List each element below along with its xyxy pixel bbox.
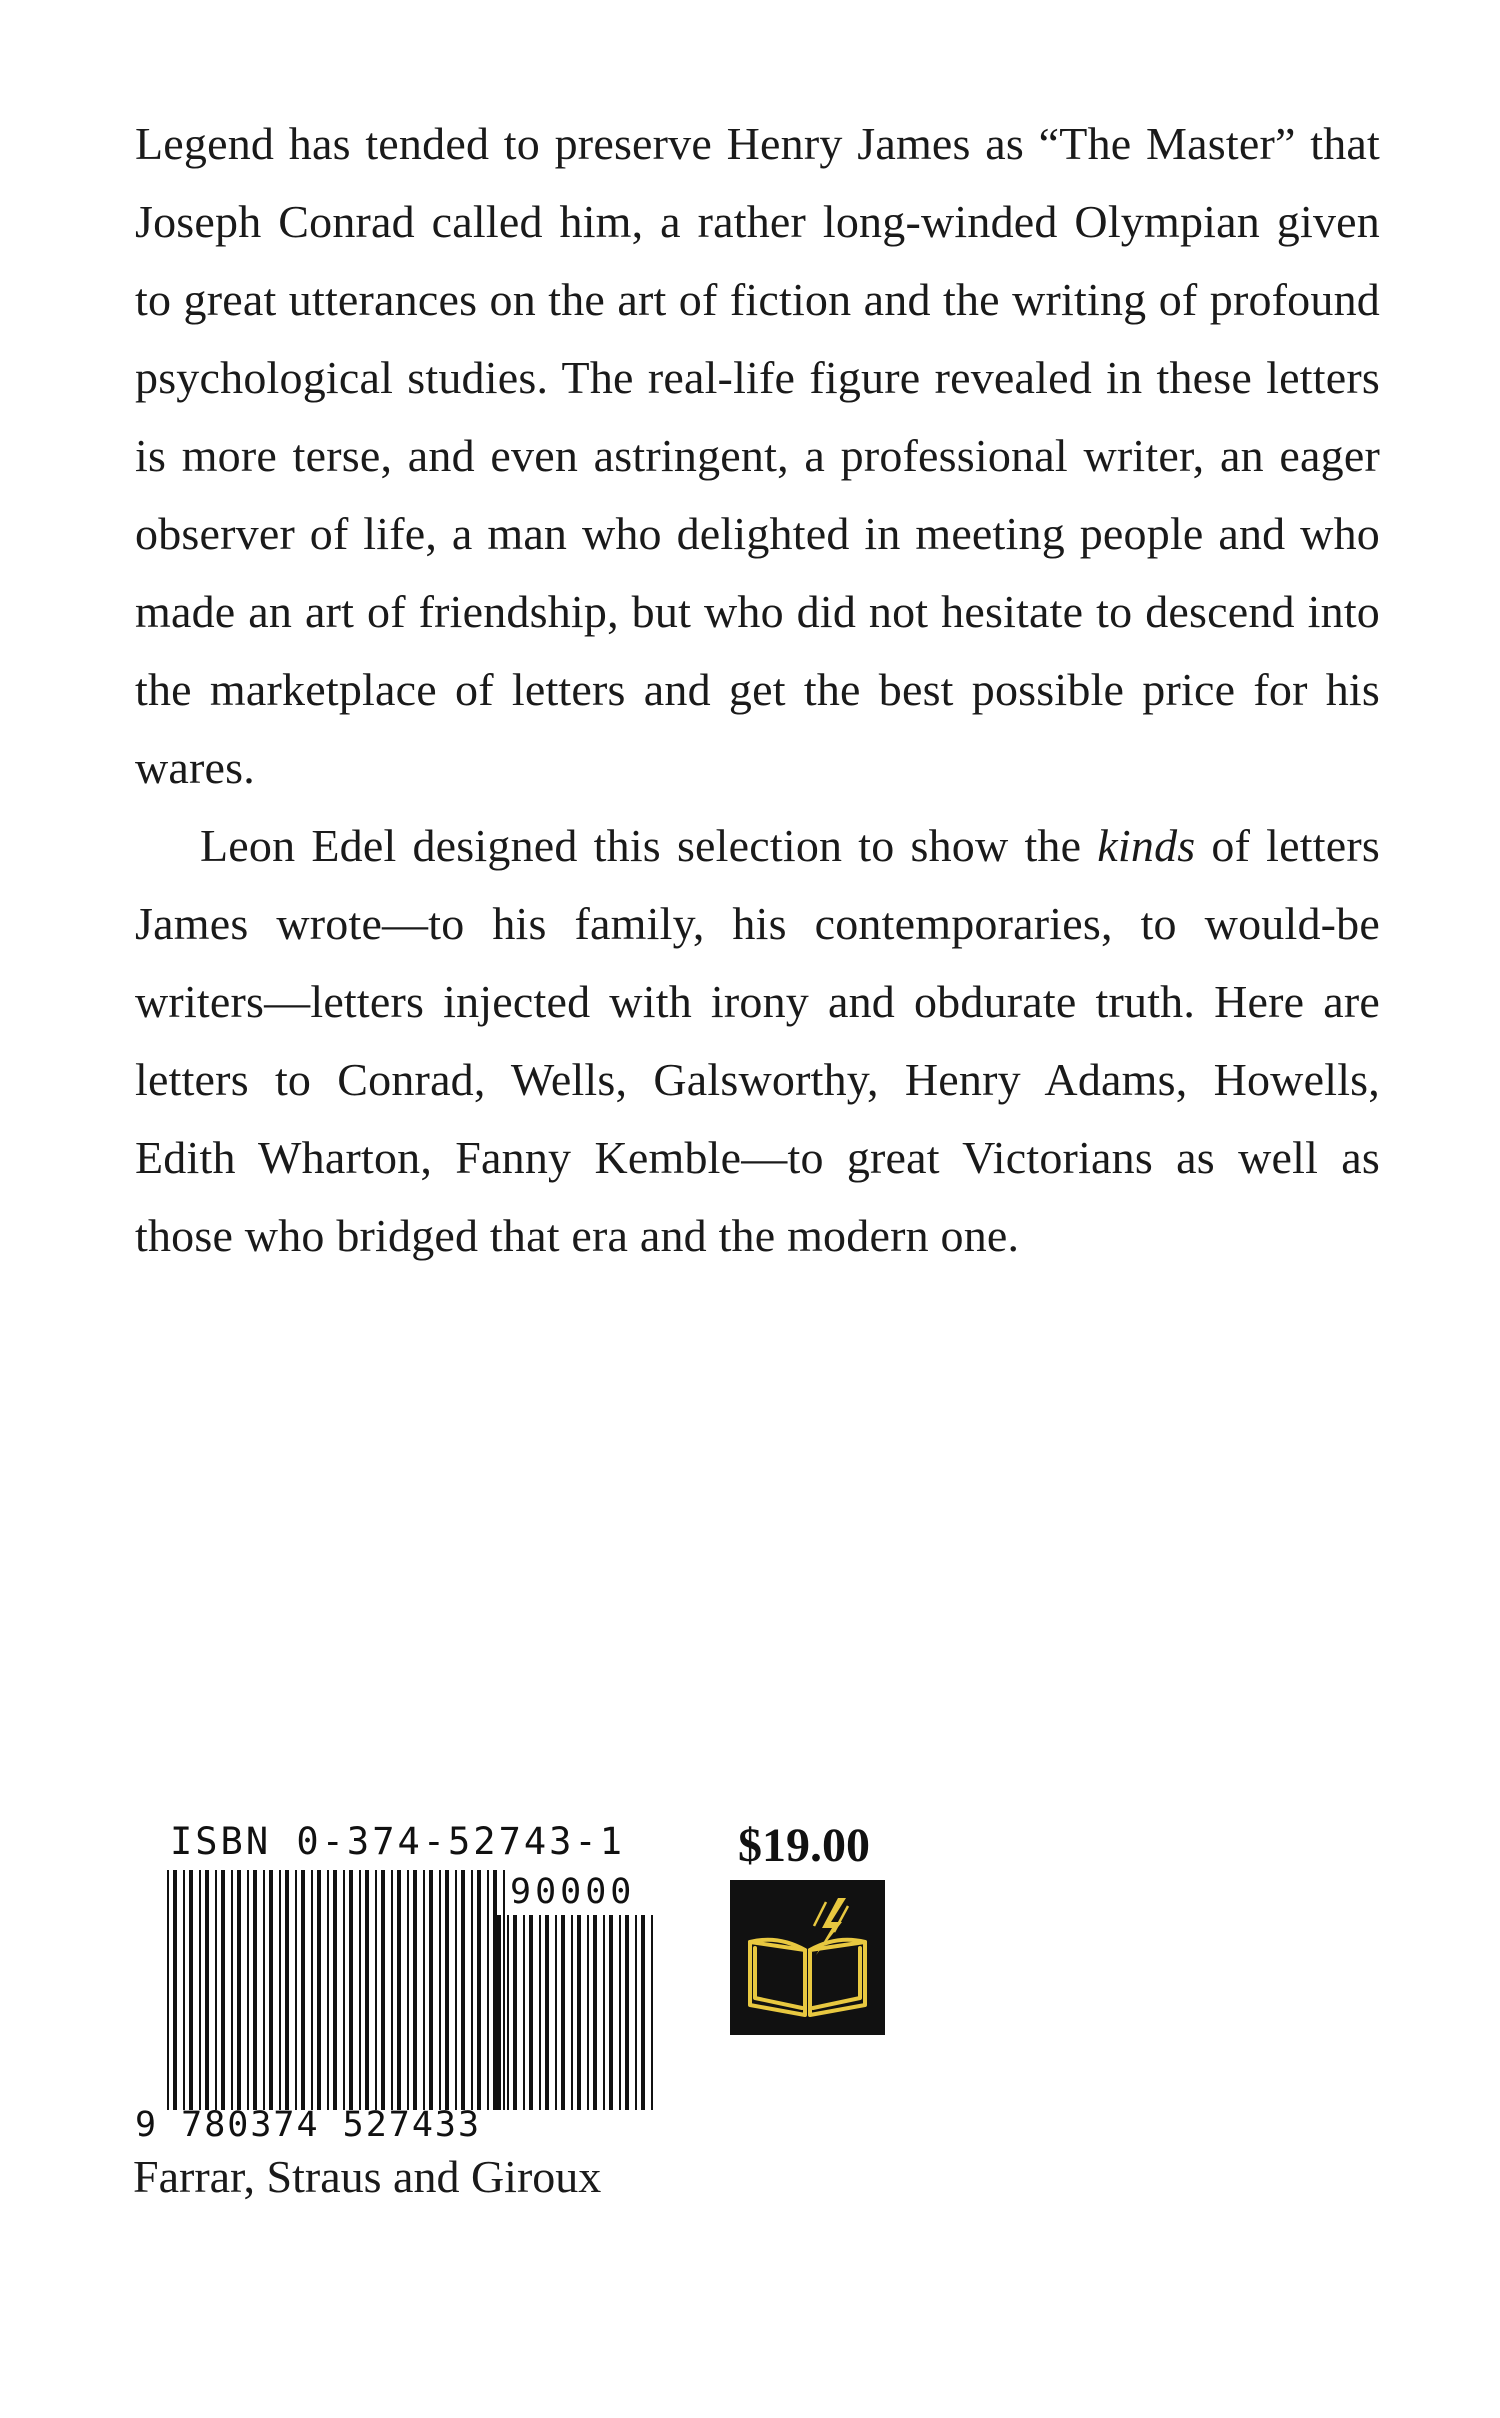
barcode-bar	[477, 1870, 481, 2110]
barcode-bar	[561, 1915, 565, 2110]
barcode-bar	[333, 1870, 337, 2110]
barcode-bar	[263, 1870, 265, 2110]
barcode-bar	[487, 1870, 489, 2110]
barcode-bar	[539, 1915, 541, 2110]
barcode-bar	[215, 1870, 217, 2110]
barcode-bar	[523, 1915, 525, 2110]
barcode-bar	[343, 1870, 345, 2110]
barcode-bar	[439, 1870, 441, 2110]
barcode-bar	[651, 1915, 653, 2110]
barcode-bar	[593, 1915, 597, 2110]
barcode-bar	[237, 1870, 241, 2110]
barcode-bar	[183, 1870, 185, 2110]
barcode-bar	[413, 1870, 417, 2110]
publisher-name: Farrar, Straus and Giroux	[133, 2151, 602, 2202]
barcode-bar	[635, 1915, 637, 2110]
barcode-bar	[301, 1870, 305, 2110]
barcode-bar	[167, 1870, 169, 2110]
barcode-bar	[221, 1870, 225, 2110]
cover-blurb	[135, 105, 1380, 1275]
barcode-bar	[577, 1915, 581, 2110]
barcode-bar	[445, 1870, 449, 2110]
blurb-paragraph-1: Legend has tended to preserve Henry James as “The Master” that Joseph Conrad called him, a rather long-winded Olympian given to great utterances on the art of fiction and the writing of profound psychological studies. The real-life figure revealed in these letters is more terse, and even astringent, a professional writer, an eager observer of life, a man who delighted in meeting people and who made an art of friendship, but who did not hesitate to descend into the marketplace of letters and get the best possible price for his wares.	[135, 118, 1380, 793]
barcode-bar	[311, 1870, 313, 2110]
barcode-bar	[625, 1915, 629, 2110]
barcode-bar	[423, 1870, 425, 2110]
barcode-bar	[365, 1870, 369, 2110]
barcode-bar	[359, 1870, 361, 2110]
barcode-bar	[349, 1870, 353, 2110]
barcode-bar	[189, 1870, 193, 2110]
publisher-logo	[730, 1880, 885, 2035]
blurb-paragraph-2-end: of letters James wrote—to his family, his contemporaries, to would-be writers—letters injected with irony and obdurate truth. Here are letters to Conrad, Wells, Galsworthy, Henry Adams, Howells, Edith Wharton, Fanny Kemble—to great Victorians as well as those who bridged that era and the modern one.	[135, 820, 1380, 1261]
barcode-bar	[231, 1870, 233, 2110]
barcode-bar	[609, 1915, 613, 2110]
blurb-paragraph-2-start: Leon Edel designed this selection to show the	[200, 820, 1098, 871]
barcode-bar	[279, 1870, 281, 2110]
barcode-bar	[619, 1915, 621, 2110]
blurb-paragraph-2	[135, 807, 1380, 1275]
barcode-bar	[471, 1870, 473, 2110]
barcode-bar	[269, 1870, 273, 2110]
barcode-bar	[199, 1870, 201, 2110]
barcode-bar	[317, 1870, 321, 2110]
barcode-bar	[247, 1870, 249, 2110]
barcode-bar	[285, 1870, 289, 2110]
barcode-bar	[455, 1870, 457, 2110]
barcode-bar	[173, 1870, 177, 2110]
isbn-label: ISBN 0-374-52743-1	[170, 1820, 625, 1863]
barcode-bar	[587, 1915, 589, 2110]
barcode-addon-digits: 90000	[510, 1872, 636, 1912]
barcode-bar	[295, 1870, 297, 2110]
barcode-bar	[205, 1870, 209, 2110]
barcode-bar	[507, 1915, 509, 2110]
barcode-bar	[253, 1870, 257, 2110]
barcode-bar	[391, 1870, 393, 2110]
barcode-bar	[497, 1915, 501, 2110]
barcode-bar	[545, 1915, 549, 2110]
barcode-bar	[571, 1915, 573, 2110]
barcode-bar	[555, 1915, 557, 2110]
barcode-bar	[461, 1870, 465, 2110]
barcode-bar	[529, 1915, 533, 2110]
barcode-bar	[381, 1870, 385, 2110]
barcode-bar	[603, 1915, 605, 2110]
barcode-bar	[429, 1870, 433, 2110]
open-book-lightning-icon	[730, 1880, 885, 2035]
barcode-bar	[641, 1915, 645, 2110]
barcode-bar	[397, 1870, 401, 2110]
barcode-bar	[407, 1870, 409, 2110]
blurb-emphasis: kinds	[1097, 820, 1196, 871]
barcode-main	[165, 1870, 510, 2110]
barcode-bar	[327, 1870, 329, 2110]
barcode-bar	[513, 1915, 517, 2110]
barcode-digits: 9 780374 527433	[135, 2105, 482, 2145]
barcode-addon	[495, 1915, 655, 2110]
price-label: $19.00	[738, 1819, 870, 1872]
barcode-bar	[375, 1870, 377, 2110]
